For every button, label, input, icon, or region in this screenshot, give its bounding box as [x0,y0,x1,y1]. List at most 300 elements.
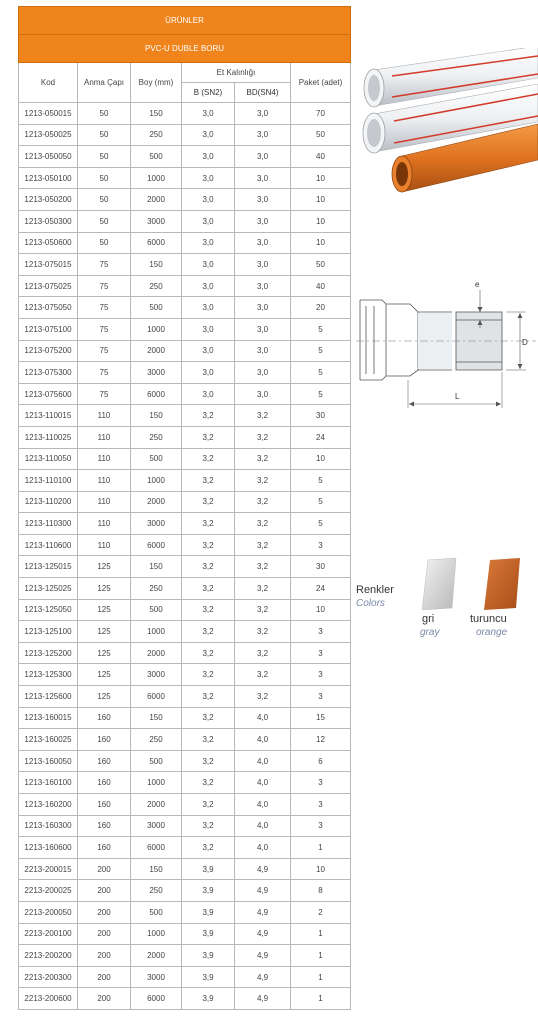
cell-boy: 1000 [131,621,182,643]
cell-bd-sn4: 3,0 [235,340,291,362]
cell-boy: 6000 [131,988,182,1010]
cell-bd-sn4: 3,0 [235,318,291,340]
cell-boy: 2000 [131,491,182,513]
header-b-sn2: B (SN2) [182,83,235,103]
cell-paket: 8 [291,880,351,902]
cell-boy: 2000 [131,340,182,362]
cell-bd-sn4: 4,0 [235,729,291,751]
table-row [19,254,351,276]
cell-anma-capi: 50 [78,124,131,146]
cell-kod: 2213-200050 [19,901,78,923]
cell-b-sn2: 3,0 [182,146,235,168]
cell-bd-sn4: 3,0 [235,275,291,297]
cell-bd-sn4: 4,0 [235,707,291,729]
cell-boy: 500 [131,146,182,168]
table-row [19,146,351,168]
colors-title-en: Colors [356,598,385,609]
table-row [19,729,351,751]
cell-paket: 12 [291,729,351,751]
cell-b-sn2: 3,2 [182,621,235,643]
table-row [19,837,351,859]
cell-paket: 5 [291,340,351,362]
cell-bd-sn4: 4,9 [235,880,291,902]
table-row [19,383,351,405]
cell-b-sn2: 3,2 [182,664,235,686]
header-bd-sn4: BD(SN4) [235,83,291,103]
cell-b-sn2: 3,9 [182,945,235,967]
cell-anma-capi: 110 [78,513,131,535]
cell-b-sn2: 3,2 [182,686,235,708]
cell-anma-capi: 110 [78,491,131,513]
table-row [19,340,351,362]
cell-bd-sn4: 4,9 [235,923,291,945]
cell-b-sn2: 3,0 [182,232,235,254]
cell-bd-sn4: 4,9 [235,858,291,880]
cell-b-sn2: 3,2 [182,578,235,600]
cell-paket: 10 [291,599,351,621]
cell-paket: 40 [291,146,351,168]
table-row [19,426,351,448]
cell-kod: 1213-125600 [19,686,78,708]
cell-bd-sn4: 3,0 [235,254,291,276]
cell-boy: 150 [131,858,182,880]
header-et-kalinligi: Et Kalınlığı [182,63,291,83]
cell-anma-capi: 200 [78,966,131,988]
cell-kod: 2213-200015 [19,858,78,880]
table-row [19,686,351,708]
colors-legend [356,558,538,642]
table-row [19,707,351,729]
cell-bd-sn4: 3,2 [235,621,291,643]
colors-title: Renkler [356,584,394,596]
cell-boy: 1000 [131,167,182,189]
table-row [19,621,351,643]
cell-anma-capi: 75 [78,383,131,405]
table-row [19,556,351,578]
cell-anma-capi: 160 [78,729,131,751]
cell-kod: 1213-160015 [19,707,78,729]
table-row [19,966,351,988]
cell-kod: 2213-200200 [19,945,78,967]
cell-kod: 1213-110015 [19,405,78,427]
cell-bd-sn4: 3,0 [235,210,291,232]
cell-anma-capi: 200 [78,945,131,967]
cell-boy: 250 [131,578,182,600]
header-boy: Boy (mm) [131,63,182,103]
cell-kod: 1213-050200 [19,189,78,211]
cell-bd-sn4: 3,0 [235,103,291,125]
cell-boy: 2000 [131,945,182,967]
cell-kod: 1213-075025 [19,275,78,297]
cell-boy: 6000 [131,383,182,405]
cell-kod: 1213-160025 [19,729,78,751]
pipes-illustration [352,48,538,196]
cell-paket: 15 [291,707,351,729]
cell-boy: 250 [131,275,182,297]
cell-b-sn2: 3,2 [182,448,235,470]
cell-anma-capi: 200 [78,880,131,902]
cell-kod: 1213-160300 [19,815,78,837]
cell-boy: 1000 [131,318,182,340]
orange-swatch [482,558,522,610]
cell-boy: 1000 [131,772,182,794]
cell-anma-capi: 110 [78,448,131,470]
cell-kod: 1213-160100 [19,772,78,794]
cell-kod: 1213-050015 [19,103,78,125]
cell-anma-capi: 75 [78,275,131,297]
cell-paket: 5 [291,470,351,492]
cell-paket: 3 [291,772,351,794]
cell-paket: 5 [291,362,351,384]
cell-b-sn2: 3,2 [182,707,235,729]
cell-kod: 1213-075600 [19,383,78,405]
cell-bd-sn4: 3,0 [235,232,291,254]
cell-anma-capi: 160 [78,794,131,816]
table-row [19,815,351,837]
cell-bd-sn4: 3,2 [235,642,291,664]
cell-bd-sn4: 4,9 [235,945,291,967]
header-anma-capi: Anma Çapı [78,63,131,103]
cell-boy: 3000 [131,513,182,535]
table-row [19,362,351,384]
cell-kod: 1213-110200 [19,491,78,513]
cell-bd-sn4: 3,2 [235,664,291,686]
cell-anma-capi: 125 [78,599,131,621]
cell-anma-capi: 125 [78,556,131,578]
table-row [19,578,351,600]
table-row [19,750,351,772]
cell-anma-capi: 50 [78,146,131,168]
cell-b-sn2: 3,2 [182,837,235,859]
cell-anma-capi: 160 [78,815,131,837]
cell-bd-sn4: 3,2 [235,599,291,621]
table-title-row [19,7,351,35]
cell-bd-sn4: 3,2 [235,426,291,448]
cell-kod: 1213-110100 [19,470,78,492]
cell-boy: 2000 [131,642,182,664]
swatch-gray-label-en: gray [420,627,440,638]
table-row [19,318,351,340]
cell-paket: 10 [291,189,351,211]
cell-paket: 24 [291,578,351,600]
table-row [19,534,351,556]
cell-paket: 6 [291,750,351,772]
cell-kod: 1213-160600 [19,837,78,859]
table-row [19,794,351,816]
cell-paket: 2 [291,901,351,923]
cell-bd-sn4: 3,2 [235,405,291,427]
gray-swatch [420,558,458,610]
cell-b-sn2: 3,2 [182,426,235,448]
cell-paket: 10 [291,858,351,880]
cell-paket: 30 [291,405,351,427]
cell-boy: 150 [131,707,182,729]
cell-bd-sn4: 3,2 [235,578,291,600]
cell-kod: 1213-050025 [19,124,78,146]
table-row [19,470,351,492]
cell-boy: 2000 [131,794,182,816]
cell-anma-capi: 125 [78,664,131,686]
cell-kod: 1213-050300 [19,210,78,232]
cell-b-sn2: 3,0 [182,275,235,297]
cell-anma-capi: 75 [78,340,131,362]
table-row [19,297,351,319]
cell-boy: 250 [131,880,182,902]
cell-anma-capi: 125 [78,621,131,643]
cell-bd-sn4: 4,9 [235,988,291,1010]
cell-boy: 500 [131,901,182,923]
table-row [19,491,351,513]
label-d: D [522,338,528,347]
cell-b-sn2: 3,0 [182,318,235,340]
cell-b-sn2: 3,9 [182,966,235,988]
cell-kod: 1213-110025 [19,426,78,448]
cell-boy: 150 [131,254,182,276]
cell-anma-capi: 50 [78,103,131,125]
cell-b-sn2: 3,2 [182,642,235,664]
cell-anma-capi: 200 [78,923,131,945]
table-row [19,923,351,945]
cell-bd-sn4: 3,0 [235,146,291,168]
cell-boy: 3000 [131,362,182,384]
cell-paket: 1 [291,988,351,1010]
cell-paket: 1 [291,923,351,945]
cell-anma-capi: 160 [78,707,131,729]
cell-paket: 5 [291,491,351,513]
column-header-row [19,63,351,83]
cell-paket: 40 [291,275,351,297]
cell-kod: 1213-110600 [19,534,78,556]
cell-bd-sn4: 3,0 [235,362,291,384]
cell-kod: 2213-200100 [19,923,78,945]
cell-boy: 250 [131,729,182,751]
cell-paket: 30 [291,556,351,578]
cell-bd-sn4: 3,0 [235,189,291,211]
cell-paket: 10 [291,232,351,254]
cell-boy: 6000 [131,837,182,859]
cell-b-sn2: 3,0 [182,124,235,146]
header-paket: Paket (adet) [291,63,351,103]
cell-paket: 50 [291,254,351,276]
cell-bd-sn4: 3,0 [235,124,291,146]
cell-boy: 3000 [131,210,182,232]
label-l: L [455,392,460,401]
cell-anma-capi: 160 [78,837,131,859]
cell-kod: 1213-125015 [19,556,78,578]
cell-b-sn2: 3,2 [182,772,235,794]
cell-kod: 1213-110050 [19,448,78,470]
cell-paket: 10 [291,167,351,189]
cell-anma-capi: 125 [78,686,131,708]
table-row [19,405,351,427]
table-row [19,103,351,125]
cell-b-sn2: 3,0 [182,340,235,362]
cell-anma-capi: 200 [78,858,131,880]
table-title: ÜRÜNLER [19,7,351,35]
cell-b-sn2: 3,2 [182,513,235,535]
cell-b-sn2: 3,2 [182,534,235,556]
cell-anma-capi: 75 [78,362,131,384]
cell-kod: 1213-075200 [19,340,78,362]
cell-b-sn2: 3,0 [182,167,235,189]
cell-anma-capi: 50 [78,232,131,254]
cell-paket: 1 [291,837,351,859]
cell-paket: 5 [291,513,351,535]
cell-b-sn2: 3,2 [182,750,235,772]
table-row [19,210,351,232]
cell-paket: 5 [291,318,351,340]
table-row [19,901,351,923]
cell-anma-capi: 110 [78,470,131,492]
cell-bd-sn4: 4,0 [235,750,291,772]
cell-bd-sn4: 4,0 [235,837,291,859]
header-kod: Kod [19,63,78,103]
cell-boy: 500 [131,750,182,772]
cell-kod: 1213-050050 [19,146,78,168]
cell-anma-capi: 110 [78,405,131,427]
cell-boy: 6000 [131,534,182,556]
cell-b-sn2: 3,9 [182,988,235,1010]
cell-kod: 2213-200300 [19,966,78,988]
cell-paket: 10 [291,448,351,470]
cell-anma-capi: 160 [78,750,131,772]
cell-b-sn2: 3,0 [182,362,235,384]
cell-b-sn2: 3,2 [182,794,235,816]
table-row [19,232,351,254]
cell-kod: 1213-125300 [19,664,78,686]
cell-boy: 1000 [131,923,182,945]
cell-kod: 1213-075300 [19,362,78,384]
table-row [19,599,351,621]
table-row [19,275,351,297]
cell-anma-capi: 75 [78,254,131,276]
table-row [19,988,351,1010]
cell-bd-sn4: 3,0 [235,383,291,405]
cell-boy: 250 [131,426,182,448]
cell-anma-capi: 75 [78,297,131,319]
cell-boy: 6000 [131,686,182,708]
cell-kod: 1213-075100 [19,318,78,340]
cell-bd-sn4: 3,0 [235,297,291,319]
cell-kod: 1213-160050 [19,750,78,772]
cell-b-sn2: 3,2 [182,556,235,578]
table-row [19,772,351,794]
cell-bd-sn4: 3,2 [235,556,291,578]
cell-boy: 3000 [131,815,182,837]
cell-anma-capi: 200 [78,901,131,923]
table-row [19,664,351,686]
cell-kod: 1213-050100 [19,167,78,189]
table-row [19,858,351,880]
cell-paket: 3 [291,664,351,686]
table-subtitle-row [19,35,351,63]
cell-bd-sn4: 3,2 [235,513,291,535]
cell-kod: 2213-200025 [19,880,78,902]
table-row [19,642,351,664]
cell-boy: 500 [131,297,182,319]
cell-b-sn2: 3,0 [182,103,235,125]
cell-boy: 1000 [131,470,182,492]
cell-anma-capi: 110 [78,426,131,448]
cell-kod: 1213-125200 [19,642,78,664]
cell-anma-capi: 125 [78,578,131,600]
cell-bd-sn4: 3,2 [235,491,291,513]
cell-paket: 3 [291,621,351,643]
cell-b-sn2: 3,2 [182,599,235,621]
cell-kod: 1213-125025 [19,578,78,600]
cell-boy: 150 [131,405,182,427]
cell-anma-capi: 160 [78,772,131,794]
cell-boy: 250 [131,124,182,146]
cell-kod: 1213-125100 [19,621,78,643]
cell-anma-capi: 200 [78,988,131,1010]
cell-paket: 3 [291,815,351,837]
cell-paket: 24 [291,426,351,448]
cell-paket: 3 [291,794,351,816]
cell-b-sn2: 3,0 [182,210,235,232]
table-row [19,167,351,189]
cell-boy: 3000 [131,664,182,686]
cell-bd-sn4: 3,0 [235,167,291,189]
cell-b-sn2: 3,2 [182,491,235,513]
cell-kod: 1213-125050 [19,599,78,621]
pipe-technical-drawing [356,276,536,412]
cell-b-sn2: 3,2 [182,470,235,492]
cell-paket: 3 [291,642,351,664]
cell-anma-capi: 50 [78,167,131,189]
cell-b-sn2: 3,9 [182,880,235,902]
cell-b-sn2: 3,2 [182,405,235,427]
cell-kod: 1213-110300 [19,513,78,535]
cell-bd-sn4: 4,0 [235,815,291,837]
cell-bd-sn4: 3,2 [235,534,291,556]
cell-paket: 50 [291,124,351,146]
cell-paket: 1 [291,966,351,988]
cell-paket: 1 [291,945,351,967]
table-row [19,513,351,535]
cell-boy: 150 [131,556,182,578]
cell-kod: 1213-075015 [19,254,78,276]
cell-bd-sn4: 3,2 [235,448,291,470]
cell-bd-sn4: 3,2 [235,470,291,492]
swatch-gray-label: gri [422,613,435,625]
cell-b-sn2: 3,2 [182,815,235,837]
cell-b-sn2: 3,0 [182,383,235,405]
cell-b-sn2: 3,9 [182,923,235,945]
cell-kod: 1213-160200 [19,794,78,816]
cell-paket: 10 [291,210,351,232]
cell-bd-sn4: 4,0 [235,794,291,816]
cell-paket: 70 [291,103,351,125]
cell-b-sn2: 3,9 [182,901,235,923]
table-row [19,448,351,470]
products-table [18,6,351,1010]
cell-bd-sn4: 4,9 [235,966,291,988]
cell-b-sn2: 3,0 [182,189,235,211]
table-subtitle: PVC-U DUBLE BORU [19,35,351,63]
cell-kod: 2213-200600 [19,988,78,1010]
cell-bd-sn4: 3,2 [235,686,291,708]
cell-paket: 5 [291,383,351,405]
cell-boy: 3000 [131,966,182,988]
cell-paket: 3 [291,534,351,556]
table-row [19,189,351,211]
cell-anma-capi: 110 [78,534,131,556]
cell-anma-capi: 75 [78,318,131,340]
cell-boy: 2000 [131,189,182,211]
swatch-orange-label: turuncu [470,613,507,625]
cell-b-sn2: 3,2 [182,729,235,751]
